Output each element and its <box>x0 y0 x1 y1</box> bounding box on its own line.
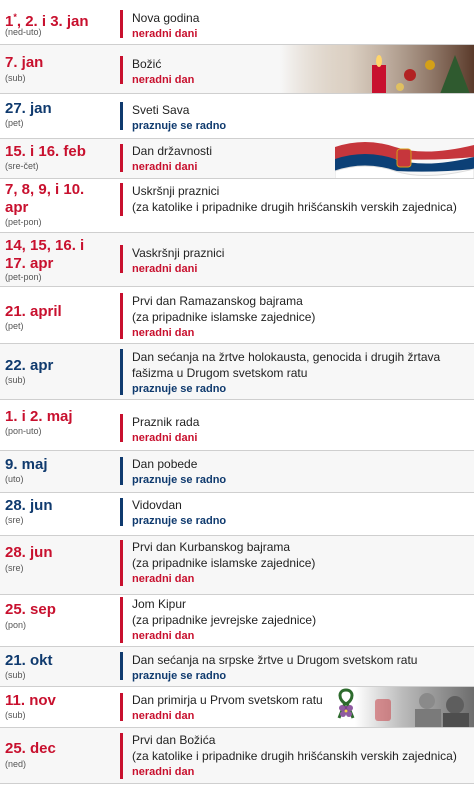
holiday-status: praznuje se radno <box>132 515 227 527</box>
holiday-subtitle: (za pripadnike islamske zajednice) <box>132 556 316 570</box>
holiday-name: Prvi dan Ramazanskog bajrama <box>132 294 303 308</box>
holiday-row <box>0 287 474 344</box>
holiday-description <box>132 732 470 780</box>
status-bar <box>120 10 123 38</box>
status-bar <box>120 540 123 586</box>
holiday-name: Dan državnosti <box>132 144 213 158</box>
holiday-row <box>0 233 474 287</box>
holiday-row <box>0 139 474 179</box>
holiday-name: Sveti Sava <box>132 103 190 117</box>
holiday-status: neradni dani <box>132 432 198 444</box>
holiday-row <box>0 94 474 139</box>
holiday-date: 25. dec <box>5 740 56 757</box>
holiday-status: neradni dan <box>132 630 195 642</box>
holiday-description <box>132 183 470 215</box>
holiday-days: (ned-uto) <box>5 27 42 37</box>
holiday-row <box>0 400 474 451</box>
holiday-date: 7, 8, 9, i 10. apr <box>5 181 85 216</box>
holiday-status: neradni dan <box>132 74 195 86</box>
holiday-date: 11. nov <box>5 692 56 709</box>
holiday-name: Dan pobede <box>132 457 198 471</box>
holiday-days: (uto) <box>5 474 24 484</box>
holiday-days: (sub) <box>5 670 26 680</box>
status-bar <box>120 144 123 172</box>
holiday-subtitle: (za katolike i pripadnike drugih hrišćanskih verskih zajednica) <box>132 200 457 214</box>
holiday-status: praznuje se radno <box>132 670 227 682</box>
holiday-date: 1. i 2. maj <box>5 408 73 425</box>
holiday-days: (sre) <box>5 563 24 573</box>
holiday-name: Božić <box>132 57 162 71</box>
holiday-row <box>0 728 474 784</box>
holiday-days: (sub) <box>5 73 26 83</box>
holiday-status: neradni dani <box>132 28 198 40</box>
holiday-days: (pet-pon) <box>5 217 42 227</box>
holiday-status: neradni dani <box>132 263 198 275</box>
holiday-description <box>132 349 470 397</box>
holiday-name: Dan sećanja na žrtve holokausta, genocida i drugih žrtava <box>132 350 441 364</box>
holiday-status: praznuje se radno <box>132 474 227 486</box>
holiday-date: 7. jan <box>5 54 44 71</box>
status-bar <box>120 693 123 721</box>
holiday-description <box>132 539 470 587</box>
holiday-name: Jom Kipur <box>132 597 187 611</box>
holiday-description <box>132 596 470 644</box>
holiday-days: (pon-uto) <box>5 426 42 436</box>
holiday-description <box>132 102 470 134</box>
holiday-days: (pon) <box>5 620 27 630</box>
holiday-description <box>132 652 470 684</box>
holiday-subtitle: (za pripadnike islamske zajednice) <box>132 310 316 324</box>
holiday-description <box>132 245 470 277</box>
holiday-date: 9. maj <box>5 456 48 473</box>
holiday-days: (ned) <box>5 759 27 769</box>
holiday-name: Vidovdan <box>132 498 182 512</box>
holiday-name: Dan sećanja na srpske žrtve u Drugom svetskom ratu <box>132 653 418 667</box>
status-bar <box>120 733 123 779</box>
holiday-name: Vaskršnji praznici <box>132 246 225 260</box>
holiday-date: 1*, 2. i 3. jan <box>5 12 89 30</box>
holiday-subtitle: (za katolike i pripadnike drugih hrišćanskih verskih zajednica) <box>132 749 457 763</box>
holiday-date: 14, 15, 16. i 17. apr <box>5 237 85 272</box>
holiday-row <box>0 536 474 595</box>
holiday-name: Dan primirja u Prvom svetskom ratu <box>132 693 323 707</box>
holiday-row <box>0 595 474 647</box>
holiday-description <box>132 10 470 42</box>
holiday-days: (sub) <box>5 375 26 385</box>
holiday-status: neradni dan <box>132 327 195 339</box>
holiday-days: (pet-pon) <box>5 272 42 282</box>
status-bar <box>120 102 123 130</box>
holiday-status: neradni dan <box>132 573 195 585</box>
holiday-row <box>0 179 474 233</box>
holiday-date: 25. sep <box>5 601 56 618</box>
holiday-subtitle: fašizma u Drugom svetskom ratu <box>132 366 308 380</box>
holiday-row <box>0 0 474 45</box>
holiday-status: praznuje se radno <box>132 383 227 395</box>
holiday-row <box>0 687 474 728</box>
holiday-description <box>132 56 470 88</box>
holiday-date: 15. i 16. feb <box>5 143 86 160</box>
holiday-name: Uskršnji praznici <box>132 184 220 198</box>
holiday-description <box>132 692 470 724</box>
holiday-status: neradni dan <box>132 766 195 778</box>
status-bar <box>120 183 123 216</box>
holiday-days: (sre-čet) <box>5 161 39 171</box>
status-bar <box>120 245 123 273</box>
holiday-row <box>0 344 474 400</box>
holiday-name: Nova godina <box>132 11 200 25</box>
holiday-description <box>132 143 470 175</box>
holiday-date: 28. jun <box>5 497 53 514</box>
status-bar <box>120 597 123 643</box>
holiday-row <box>0 451 474 493</box>
holiday-name: Prvi dan Božića <box>132 733 216 747</box>
status-bar <box>120 56 123 84</box>
holiday-days: (pet) <box>5 118 24 128</box>
holiday-status: neradni dan <box>132 710 195 722</box>
holiday-name: Praznik rada <box>132 415 200 429</box>
holiday-row <box>0 647 474 687</box>
holiday-row <box>0 45 474 94</box>
holiday-date: 21. okt <box>5 652 53 669</box>
holiday-date: 22. apr <box>5 357 54 374</box>
status-bar <box>120 293 123 339</box>
holiday-description <box>132 497 470 529</box>
holiday-status: neradni dani <box>132 161 198 173</box>
holiday-days: (sub) <box>5 710 26 720</box>
status-bar <box>120 349 123 395</box>
holiday-days: (sre) <box>5 515 24 525</box>
holiday-date: 21. april <box>5 303 62 320</box>
holiday-date: 27. jan <box>5 100 52 117</box>
holiday-days: (pet) <box>5 321 24 331</box>
holiday-description <box>132 414 470 446</box>
holiday-description <box>132 293 470 341</box>
status-bar <box>120 498 123 526</box>
holiday-subtitle: (za pripadnike jevrejske zajednice) <box>132 613 317 627</box>
holiday-row <box>0 493 474 536</box>
holiday-description <box>132 456 470 488</box>
holiday-status: praznuje se radno <box>132 120 227 132</box>
status-bar <box>120 652 123 680</box>
status-bar <box>120 457 123 485</box>
holiday-date: 28. jun <box>5 544 53 561</box>
holiday-name: Prvi dan Kurbanskog bajrama <box>132 540 291 554</box>
status-bar <box>120 414 123 442</box>
